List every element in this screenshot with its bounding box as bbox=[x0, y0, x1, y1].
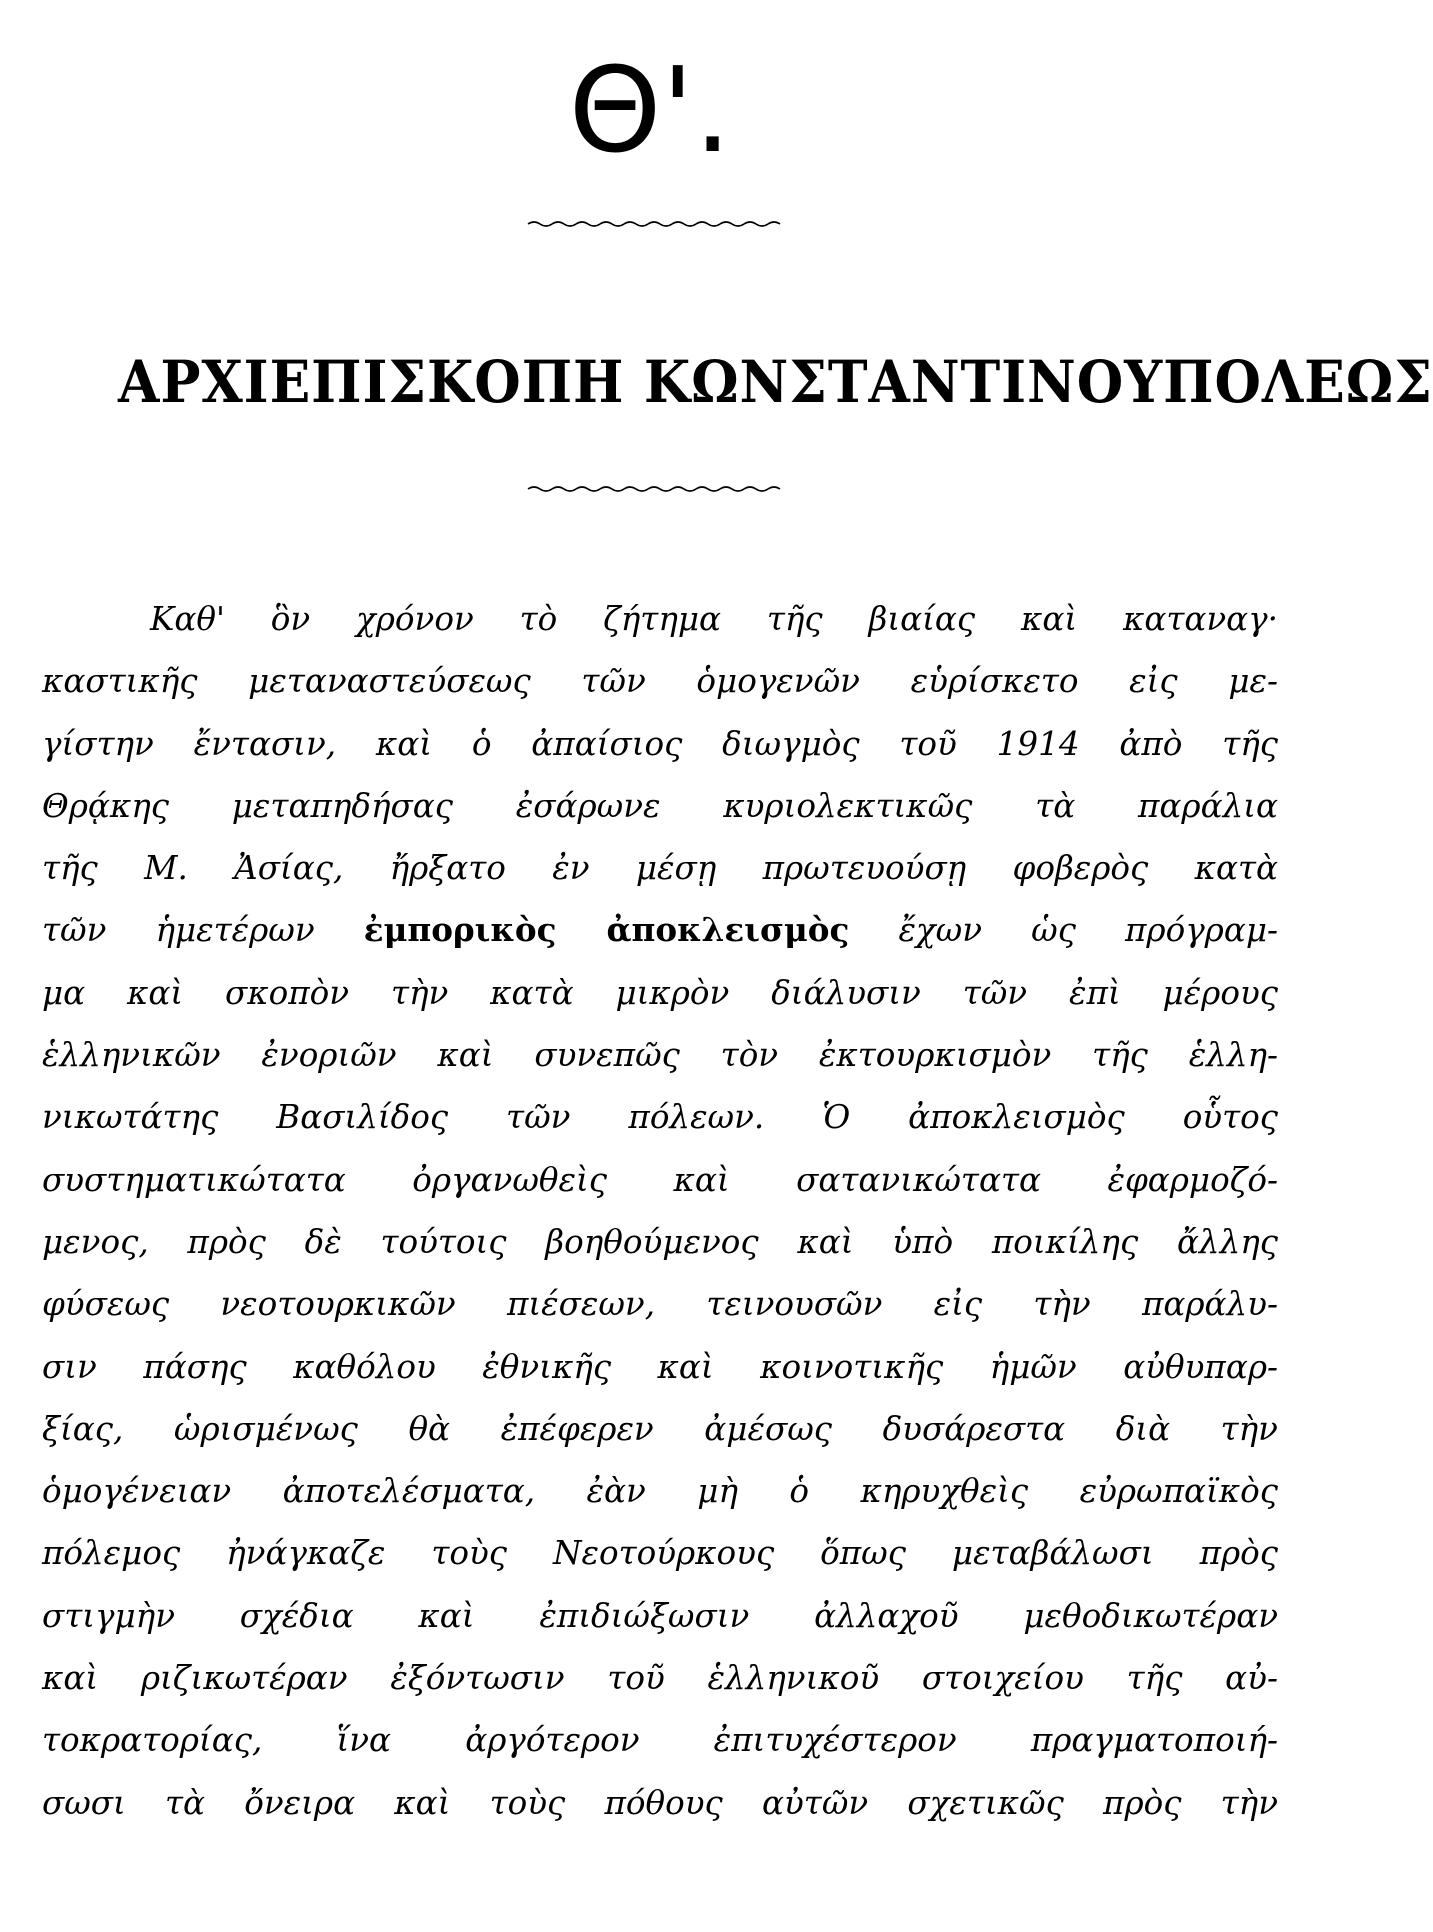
text-line: συστηματικώτατα ὀργανωθεὶς καὶ σατανικώτατα ἐφαρμοζό- bbox=[42, 1160, 1278, 1199]
text-line: στιγμὴν σχέδια καὶ ἐπιδιώξωσιν ἀλλαχοῦ μεθοδικωτέραν bbox=[42, 1596, 1278, 1635]
text-segment: τῶν ἡμετέρων bbox=[42, 911, 364, 950]
emphasized-phrase: ἐμπορικὸς ἀποκλεισμὸς bbox=[363, 910, 850, 950]
text-line: νικωτάτης Βασιλίδος τῶν πόλεων. Ὁ ἀποκλεισμὸς οὗτος bbox=[42, 1098, 1278, 1137]
text-line: ὁμογένειαν ἀποτελέσματα, ἐὰν μὴ ὁ κηρυχθεὶς εὐρωπαϊκὸς bbox=[42, 1472, 1278, 1511]
text-line: καὶ ριζικωτέραν ἐξόντωσιν τοῦ ἑλληνικοῦ στοιχείου τῆς αὐ- bbox=[42, 1659, 1278, 1698]
wavy-divider-top bbox=[526, 216, 786, 236]
text-line: τοκρατορίας, ἵνα ἀργότερον ἐπιτυχέστερον πραγματοποιή- bbox=[42, 1721, 1278, 1760]
text-line: μα καὶ σκοπὸν τὴν κατὰ μικρὸν διάλυσιν τῶν ἐπὶ μέρους bbox=[42, 973, 1278, 1012]
text-line: Καθ' ὃν χρόνον τὸ ζήτημα τῆς βιαίας καὶ καταναγ· bbox=[150, 600, 1278, 638]
text-line: φύσεως νεοτουρκικῶν πιέσεων, τεινουσῶν εἰς τὴν παράλυ- bbox=[42, 1285, 1278, 1324]
text-line: ἑλληνικῶν ἐνοριῶν καὶ συνεπῶς τὸν ἐκτουρκισμὸν τῆς ἑλλη- bbox=[42, 1036, 1278, 1075]
chapter-number: Θ'. bbox=[568, 41, 732, 179]
text-line: πόλεμος ἠνάγκαζε τοὺς Νεοτούρκους ὅπως μεταβάλωσι πρὸς bbox=[42, 1534, 1278, 1573]
text-line: ξίας, ὡρισμένως θὰ ἐπέφερεν ἀμέσως δυσάρεστα διὰ τὴν bbox=[42, 1409, 1278, 1448]
text-segment: ἔχων ὡς πρόγραμ- bbox=[849, 911, 1278, 950]
text-line: τῆς Μ. Ἀσίας, ἤρξατο ἐν μέσῃ πρωτευούσῃ φοβερὸς κατὰ bbox=[42, 849, 1278, 888]
text-line: Θρᾴκης μεταπηδήσας ἐσάρωνε κυριολεκτικῶς τὰ παράλια bbox=[42, 786, 1278, 825]
text-line: μενος, πρὸς δὲ τούτοις βοηθούμενος καὶ ὑπὸ ποικίλης ἄλλης bbox=[42, 1222, 1278, 1261]
section-heading: ΑΡΧΙΕΠΙΣΚΟΠΗ ΚΩΝΣΤΑΝΤΙΝΟΥΠΟΛΕΩΣ bbox=[118, 348, 1433, 416]
text-line: σωσι τὰ ὄνειρα καὶ τοὺς πόθους αὐτῶν σχετικῶς πρὸς τὴν bbox=[42, 1783, 1278, 1822]
text-line: σιν πάσης καθόλου ἐθνικῆς καὶ κοινοτικῆς ἡμῶν αὐθυπαρ- bbox=[42, 1347, 1278, 1386]
text-line: καστικῆς μεταναστεύσεως τῶν ὁμογενῶν εὑρίσκετο εἰς με- bbox=[42, 662, 1278, 701]
wavy-divider-bottom bbox=[526, 481, 786, 501]
body-paragraph bbox=[42, 588, 1278, 1834]
text-line bbox=[42, 899, 1278, 961]
text-line: γίστην ἔντασιν, καὶ ὁ ἀπαίσιος διωγμὸς τοῦ 1914 ἀπὸ τῆς bbox=[42, 724, 1278, 763]
